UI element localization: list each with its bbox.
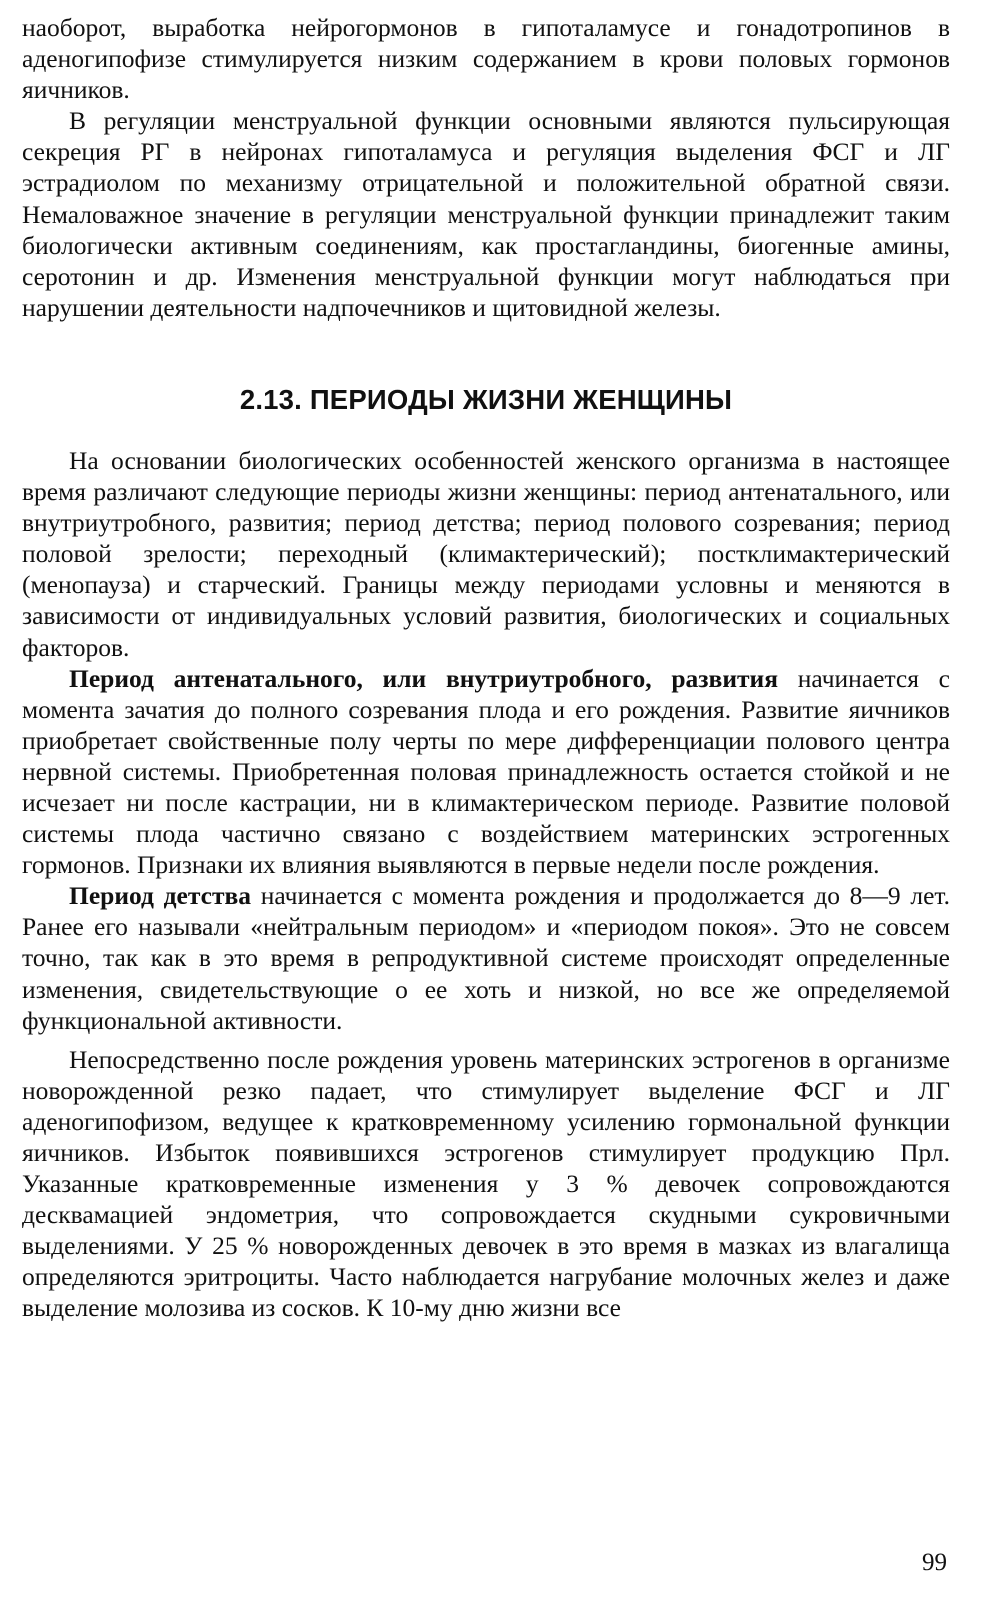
paragraph-1: наоборот, выработка нейрогормонов в гипоталамусе и гонадотропинов в аденогипофизе стимулируется низким содержанием в крови половых гормонов яичников.	[22, 13, 950, 105]
document-page	[22, 12, 950, 1324]
paragraph-2: В регуляции менструальной функции основными являются пульсирующая секреция РГ в нейронах гипоталамуса и регуляция выделения ФСГ и ЛГ эстрадиолом по механизму отрицательной и положительной обратной связи. Немаловажное значение в регуляции менструальной функции принадлежит таким биологически активным соединениям, как простагландины, биогенные амины, серотонин и др. Изменения менструальной функции могут наблюдаться при нарушении деятельности надпочечников и щитовидной железы.	[22, 106, 950, 322]
paragraph-4-text: начинается с момента зачатия до полного созревания плода и его рождения. Развитие яичников приобретает свойственные полу черты по мере дифференциации полового центра нервной системы. Приобретенная половая принадлежность остается стойкой и не исчезает ни после кастрации, ни в климактерическом периоде. Развитие половой системы плода частично связано с воздействием материнских эстрогенных гормонов. Признаки их влияния выявляются в первые недели после рождения.	[22, 663, 950, 880]
paragraph-4	[22, 663, 950, 881]
page-number: 99	[922, 1549, 947, 1576]
paragraph-3: На основании биологических особенностей женского организма в настоящее время различают следующие периоды жизни женщины: период антенатального, или внутриутробного, развития; период детства; период полового созревания; период половой зрелости; переходный (климактерический); постклимактерический (менопауза) и старческий. Границы между периодами условны и меняются в зависимости от индивидуальных условий развития, биологических и социальных факторов.	[22, 445, 950, 662]
section-title: 2.13. ПЕРИОДЫ ЖИЗНИ ЖЕНЩИНЫ	[239, 383, 733, 415]
paragraph-5-text: начинается с момента рождения и продолжается до 8—9 лет. Ранее его называли «нейтральным периодом» и «периодом покоя». Это не совсем точно, так как в это время в репродуктивной системе происходят определенные изменения, свидетельствующие о ее хоть и низкой, но все же определяемой функциональной активности.	[22, 881, 950, 1035]
paragraph-4-term: Период антенатального, или внутриутробного, развития	[69, 663, 779, 693]
paragraph-5	[22, 880, 950, 1035]
paragraph-6: Непосредственно после рождения уровень материнских эстрогенов в организме новорожденной резко падает, что стимулирует выделение ФСГ и ЛГ аденогипофизом, ведущее к кратковременному усилению гормональной функции яичников. Избыток появившихся эстрогенов стимулирует продукцию Прл. Указанные кратковременные изменения у 3 % девочек сопровождаются десквамацией эндометрия, что сопровождается скудными сукровичными выделениями. У 25 % новорожденных девочек в это время в мазках из влагалища определяются эритроциты. Часто наблюдается нагрубание молочных желез и даже выделение молозива из сосков. К 10-му дню жизни все	[22, 1044, 950, 1323]
paragraph-5-term: Период детства	[69, 881, 252, 911]
